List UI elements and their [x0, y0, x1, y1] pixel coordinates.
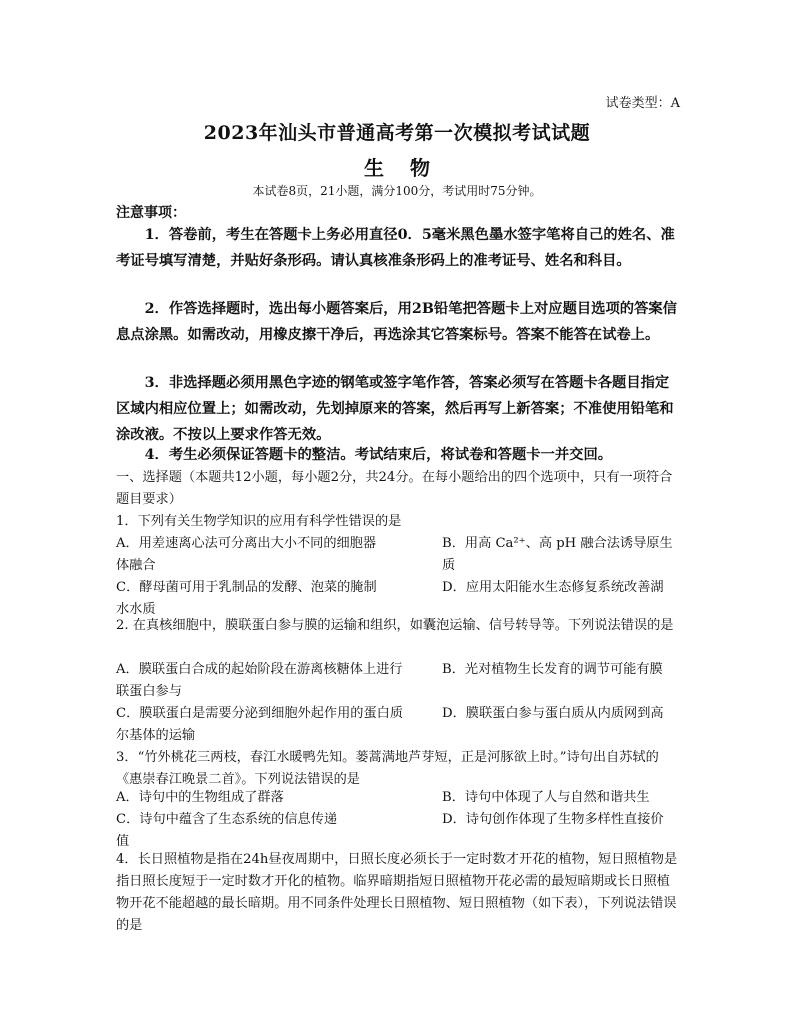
question-2-option-b-wrap: 联蛋白参与: [116, 684, 182, 699]
question-1-option-d: D．应用太阳能水生态修复系统改善湖: [442, 580, 664, 595]
question-2-options-ab: [116, 659, 679, 703]
question-3-option-b: B．诗句中体现了人与自然和谐共生: [442, 790, 650, 805]
question-2-options-cd: [116, 703, 679, 747]
notice-item-3: 3．非选择题必须用黑色字迹的钢笔或签字笔作答，答案必须写在答题卡各题目指定区域内相应位置上；如需改动，先划掉原来的答案，然后再写上新答案；不准使用铅笔和涂改液。不按以上要求作答无效。: [116, 375, 674, 443]
question-3-option-c: C．诗句中蕴含了生态系统的信息传递: [116, 812, 338, 827]
question-3-option-a: A．诗句中的生物组成了群落: [116, 790, 284, 805]
question-3-option-d-wrap: 值: [116, 834, 130, 849]
notice-heading: 注意事项：: [116, 205, 186, 221]
question-3-option-d: D．诗句创作体现了生物多样性直接价: [442, 812, 664, 827]
question-1-options-ab: [116, 533, 679, 577]
question-1-option-b: B．用高 Ca²⁺、高 pH 融合法诱导原生质: [442, 536, 673, 573]
question-1-option-c: C．酵母菌可用于乳制品的发酵、泡菜的腌制: [116, 580, 377, 595]
question-4-stem: 4．长日照植物是指在24h昼夜周期中，日照长度必须长于一定时数才开花的植物，短日照植物是指日照长度短于一定时数才开化的植物。临界暗期指短日照植物开花必需的最短暗期或长日照植物开花不能超越的最长暗期。用不同条件处理长日照植物、短日照植物（如下表），下列说法错误的是: [116, 852, 678, 933]
notice-item-2: 2．作答选择题时，选出每小题答案后，用2B铅笔把答题卡上对应题目选项的答案信息点涂黑。如需改动，用橡皮擦干净后，再选涂其它答案标号。答案不能答在试卷上。: [116, 301, 677, 343]
section-1-heading: 一、选择题（本题共12小题，每小题2分，共24分。在每小题给出的四个选项中，只有一项符合题目要求）: [116, 470, 673, 507]
subject-title: 生物: [364, 156, 456, 180]
question-2-option-d-wrap: 尔基体的运输: [116, 728, 196, 743]
exam-title: 2023年汕头市普通高考第一次模拟考试试题: [203, 122, 591, 144]
question-3-stem: 3．“竹外桃花三两枝，春江水暖鸭先知。蒌蒿满地芦芽短，正是河豚欲上时。”诗句出自苏轼的《惠崇春江晚景二首》。下列说法错误的是: [116, 750, 659, 787]
question-2-option-d: D．膜联蛋白参与蛋白质从内质网到高: [442, 706, 664, 721]
question-1-option-d-wrap: 水水质: [116, 602, 156, 617]
question-2-option-a: A．膜联蛋白合成的起始阶段在游离核糖体上进行: [116, 662, 403, 677]
question-1-option-b-wrap: 体融合: [116, 558, 156, 573]
question-2-stem: 2. 在真核细胞中，膜联蛋白参与膜的运输和组织，如囊泡运输、信号转导等。下列说法错误的是: [116, 618, 674, 633]
question-1-stem: 1．下列有关生物学知识的应用有科学性错误的是: [116, 514, 402, 529]
question-3-options-cd: [116, 809, 679, 853]
question-3-options-ab: [116, 787, 679, 809]
notice-item-1: 1．答卷前，考生在答题卡上务必用直径0．5毫米黑色墨水签字笔将自己的姓名、准考证号填写清楚，并贴好条形码。请认真核准条形码上的准考证号、姓名和科目。: [116, 227, 675, 269]
exam-info: 本试卷8页，21小题，满分100分，考试用时75分钟。: [252, 184, 542, 198]
question-2-option-b: B．光对植物生长发育的调节可能有膜: [442, 662, 663, 677]
question-1-option-a: A．用差速离心法可分离出大小不同的细胞器: [116, 536, 377, 551]
question-2-option-c: C．膜联蛋白是需要分泌到细胞外起作用的蛋白质: [116, 706, 404, 721]
notice-item-4: 4．考生必须保证答题卡的整洁。考试结束后，将试卷和答题卡一并交回。: [144, 447, 613, 463]
paper-type-label: 试卷类型：A: [605, 96, 680, 111]
